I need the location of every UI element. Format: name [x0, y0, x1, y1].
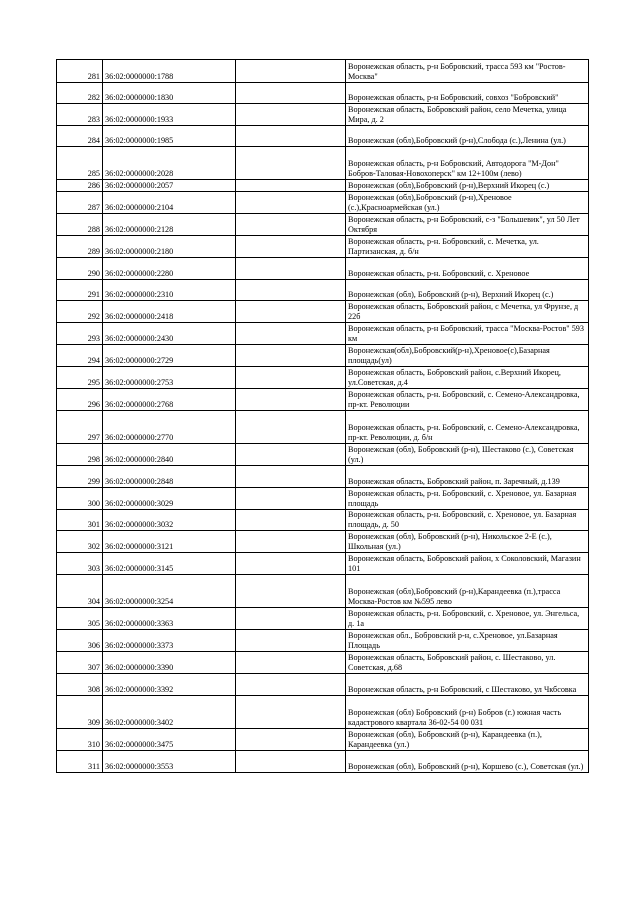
table-row — [57, 104, 589, 126]
table-row — [57, 147, 589, 180]
address: Воронежская область, р-н. Бобровский, с. Мечетка, ул. Партизанская, д. б/н — [346, 236, 589, 258]
table-row — [57, 729, 589, 751]
address: Воронежская область, р-н. Бобровский, с. Семено-Александровка, пр-кт. Революции, д. б/н — [346, 411, 589, 444]
table-row — [57, 510, 589, 531]
cadastral-number: 36:02:0000000:3553 — [103, 751, 236, 773]
empty-cell — [236, 180, 346, 192]
empty-cell — [236, 323, 346, 345]
empty-cell — [236, 214, 346, 236]
cadastral-number: 36:02:0000000:3254 — [103, 575, 236, 608]
cadastral-number: 36:02:0000000:2840 — [103, 444, 236, 466]
table-row — [57, 674, 589, 696]
address: Воронежская (обл), Бобровский (р-н), Шестаково (с.), Советская (ул.) — [346, 444, 589, 466]
table-row — [57, 652, 589, 674]
cadastral-number: 36:02:0000000:2104 — [103, 192, 236, 214]
cadastral-number: 36:02:0000000:2028 — [103, 147, 236, 180]
table-row — [57, 214, 589, 236]
row-number: 311 — [57, 751, 103, 773]
cadastral-number: 36:02:0000000:1933 — [103, 104, 236, 126]
address: Воронежская (обл), Бобровский (р-н), Коршево (с.), Советская (ул.) — [346, 751, 589, 773]
cadastral-number: 36:02:0000000:3032 — [103, 510, 236, 531]
row-number: 292 — [57, 301, 103, 323]
empty-cell — [236, 147, 346, 180]
row-number: 296 — [57, 389, 103, 411]
row-number: 307 — [57, 652, 103, 674]
empty-cell — [236, 608, 346, 630]
empty-cell — [236, 60, 346, 83]
cadastral-number: 36:02:0000000:2128 — [103, 214, 236, 236]
row-number: 305 — [57, 608, 103, 630]
table-row — [57, 553, 589, 575]
table-row — [57, 126, 589, 147]
row-number: 294 — [57, 345, 103, 367]
address: Воронежская область, р-н. Бобровский, с. Хреновое, ул. Базарная площадь — [346, 488, 589, 510]
address: Воронежская область, Бобровский район, с Мечетка, ул Фрунзе, д 22б — [346, 301, 589, 323]
cadastral-number: 36:02:0000000:3363 — [103, 608, 236, 630]
table-row — [57, 531, 589, 553]
address: Воронежская (обл) Бобровский (р-н) Бобров (г.) южная часть кадастрового квартала 36-02-54 00 031 — [346, 696, 589, 729]
cadastral-number: 36:02:0000000:3029 — [103, 488, 236, 510]
empty-cell — [236, 466, 346, 488]
cadastral-number: 36:02:0000000:3121 — [103, 531, 236, 553]
address: Воронежская область, р-н Бобровский, с-з "Большевик", ул 50 Лет Октября — [346, 214, 589, 236]
table-row — [57, 258, 589, 280]
row-number: 306 — [57, 630, 103, 652]
empty-cell — [236, 444, 346, 466]
cadastral-number: 36:02:0000000:3475 — [103, 729, 236, 751]
row-number: 299 — [57, 466, 103, 488]
empty-cell — [236, 751, 346, 773]
cadastral-number: 36:02:0000000:1985 — [103, 126, 236, 147]
empty-cell — [236, 729, 346, 751]
address: Воронежская область, Бобровский район, с.Верхний Икорец, ул.Советская, д.4 — [346, 367, 589, 389]
table-row — [57, 83, 589, 104]
empty-cell — [236, 630, 346, 652]
table-body — [57, 60, 589, 773]
cadastral-number: 36:02:0000000:3390 — [103, 652, 236, 674]
row-number: 283 — [57, 104, 103, 126]
address: Воронежская область, Бобровский район, х Соколовский, Магазин 101 — [346, 553, 589, 575]
address: Воронежская область, р-н Бобровский, с Шестаково, ул Чкбсовка — [346, 674, 589, 696]
row-number: 298 — [57, 444, 103, 466]
empty-cell — [236, 553, 346, 575]
empty-cell — [236, 280, 346, 301]
row-number: 293 — [57, 323, 103, 345]
empty-cell — [236, 367, 346, 389]
address: Воронежская область, р-н. Бобровский, с. Хреновое — [346, 258, 589, 280]
cadastral-number: 36:02:0000000:3402 — [103, 696, 236, 729]
table-row — [57, 236, 589, 258]
empty-cell — [236, 510, 346, 531]
row-number: 288 — [57, 214, 103, 236]
address: Воронежская область, р-н Бобровский, трасса "Москва-Ростов" 593 км — [346, 323, 589, 345]
table-row — [57, 488, 589, 510]
address: Воронежская область, р-н. Бобровский, с. Хреновое, ул. Базарная площадь, д. 50 — [346, 510, 589, 531]
address: Воронежская (обл), Бобровский (р-н), Карандеевка (п.), Карандеевка (ул.) — [346, 729, 589, 751]
row-number: 287 — [57, 192, 103, 214]
table-row — [57, 696, 589, 729]
empty-cell — [236, 652, 346, 674]
table-row — [57, 630, 589, 652]
empty-cell — [236, 236, 346, 258]
cadastral-table — [56, 59, 589, 773]
address: Воронежская область, р-н Бобровский, трасса 593 км "Ростов-Москва" — [346, 60, 589, 83]
table-row — [57, 345, 589, 367]
row-number: 291 — [57, 280, 103, 301]
cadastral-number: 36:02:0000000:2770 — [103, 411, 236, 444]
cadastral-number: 36:02:0000000:2057 — [103, 180, 236, 192]
table-row — [57, 60, 589, 83]
row-number: 281 — [57, 60, 103, 83]
address: Воронежская обл., Бобровский р-н, с.Хреновое, ул.Базарная Площадь — [346, 630, 589, 652]
empty-cell — [236, 192, 346, 214]
table-row — [57, 180, 589, 192]
row-number: 285 — [57, 147, 103, 180]
cadastral-number: 36:02:0000000:2729 — [103, 345, 236, 367]
table-row — [57, 389, 589, 411]
empty-cell — [236, 104, 346, 126]
cadastral-number: 36:02:0000000:1830 — [103, 83, 236, 104]
address: Воронежская (обл), Бобровский (р-н), Никольское 2-Е (с.), Школьная (ул.) — [346, 531, 589, 553]
cadastral-number: 36:02:0000000:3392 — [103, 674, 236, 696]
row-number: 308 — [57, 674, 103, 696]
cadastral-number: 36:02:0000000:3373 — [103, 630, 236, 652]
address: Воронежская область, р-н. Бобровский, с. Семено-Александровка, пр-кт. Революции — [346, 389, 589, 411]
cadastral-number: 36:02:0000000:2430 — [103, 323, 236, 345]
row-number: 284 — [57, 126, 103, 147]
empty-cell — [236, 488, 346, 510]
empty-cell — [236, 696, 346, 729]
table-row — [57, 466, 589, 488]
row-number: 286 — [57, 180, 103, 192]
empty-cell — [236, 83, 346, 104]
empty-cell — [236, 345, 346, 367]
table-row — [57, 444, 589, 466]
cadastral-number: 36:02:0000000:2280 — [103, 258, 236, 280]
row-number: 303 — [57, 553, 103, 575]
table-row — [57, 323, 589, 345]
address: Воронежская (обл),Бобровский (р-н),Хреновое (с.),Красноармейская (ул.) — [346, 192, 589, 214]
address: Воронежская область, Бобровский район, село Мечетка, улица Мира, д. 2 — [346, 104, 589, 126]
empty-cell — [236, 301, 346, 323]
cadastral-number: 36:02:0000000:1788 — [103, 60, 236, 83]
address: Воронежская (обл), Бобровский (р-н), Верхний Икорец (с.) — [346, 280, 589, 301]
table-row — [57, 280, 589, 301]
row-number: 297 — [57, 411, 103, 444]
row-number: 300 — [57, 488, 103, 510]
cadastral-number: 36:02:0000000:2180 — [103, 236, 236, 258]
address: Воронежская область, Бобровский район, п. Заречный, д.139 — [346, 466, 589, 488]
row-number: 310 — [57, 729, 103, 751]
row-number: 289 — [57, 236, 103, 258]
row-number: 304 — [57, 575, 103, 608]
cadastral-number: 36:02:0000000:3145 — [103, 553, 236, 575]
empty-cell — [236, 389, 346, 411]
cadastral-number: 36:02:0000000:2848 — [103, 466, 236, 488]
cadastral-number: 36:02:0000000:2418 — [103, 301, 236, 323]
address: Воронежская область, р-н Бобровский, совхоз "Бобровский" — [346, 83, 589, 104]
table-row — [57, 575, 589, 608]
address: Воронежская (обл),Бобровский (р-н),Карандеевка (п.),трасса Москва-Ростов км №595 лево — [346, 575, 589, 608]
address: Воронежская область, р-н. Бобровский, с. Хреновое, ул. Энгельса, д. 1а — [346, 608, 589, 630]
empty-cell — [236, 674, 346, 696]
table-row — [57, 751, 589, 773]
table-row — [57, 192, 589, 214]
address: Воронежская (обл),Бобровский (р-н),Слобода (с.),Ленина (ул.) — [346, 126, 589, 147]
row-number: 290 — [57, 258, 103, 280]
table-row — [57, 301, 589, 323]
row-number: 302 — [57, 531, 103, 553]
row-number: 282 — [57, 83, 103, 104]
empty-cell — [236, 126, 346, 147]
address: Воронежская область, Бобровский район, с. Шестаково, ул. Советская, д.68 — [346, 652, 589, 674]
address: Воронежская(обл),Бобровский(р-н),Хреновое(с),Базарная площадь(ул) — [346, 345, 589, 367]
row-number: 295 — [57, 367, 103, 389]
cadastral-number: 36:02:0000000:2753 — [103, 367, 236, 389]
address: Воронежская (обл),Бобровский (р-н),Верхний Икорец (с.) — [346, 180, 589, 192]
table-row — [57, 608, 589, 630]
empty-cell — [236, 258, 346, 280]
empty-cell — [236, 575, 346, 608]
row-number: 309 — [57, 696, 103, 729]
row-number: 301 — [57, 510, 103, 531]
table-row — [57, 411, 589, 444]
cadastral-number: 36:02:0000000:2768 — [103, 389, 236, 411]
table-row — [57, 367, 589, 389]
empty-cell — [236, 411, 346, 444]
address: Воронежская область, р-н Бобровский, Автодорога "М-Дон" Бобров-Таловая-Новохоперск" км 12+100м (лево) — [346, 147, 589, 180]
cadastral-number: 36:02:0000000:2310 — [103, 280, 236, 301]
empty-cell — [236, 531, 346, 553]
